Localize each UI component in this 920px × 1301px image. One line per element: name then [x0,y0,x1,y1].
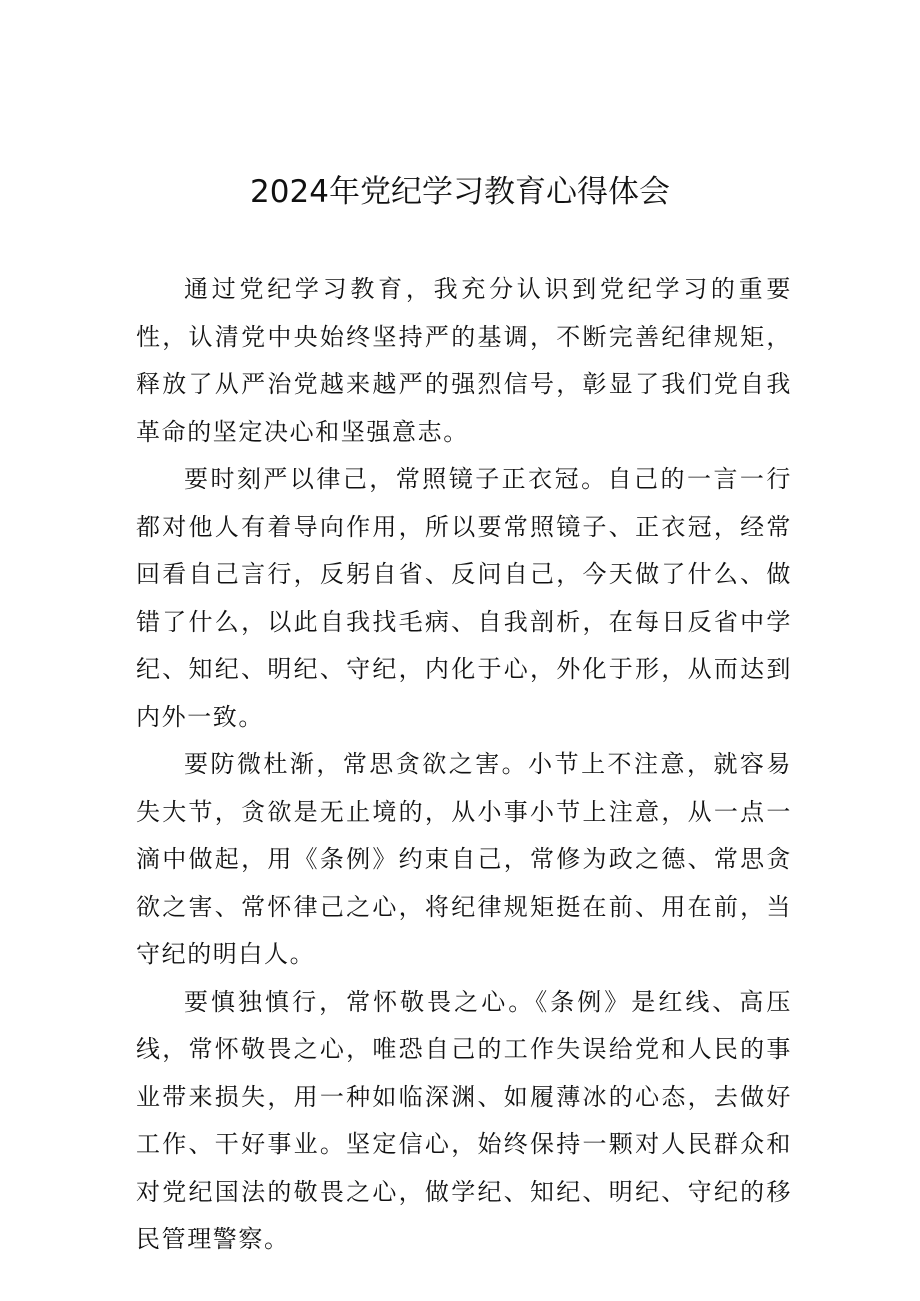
paragraph-1: 通过党纪学习教育，我充分认识到党纪学习的重要性，认清党中央始终坚持严的基调，不断完善纪律规矩，释放了从严治党越来越严的强烈信号，彰显了我们党自我革命的坚定决心和坚强意志。 [136,275,792,446]
paragraph-3: 要防微杜渐，常思贪欲之害。小节上不注意，就容易失大节，贪欲是无止境的，从小事小节上注意，从一点一滴中做起，用《条例》约束自己，常修为政之德、常思贪欲之害、常怀律己之心，将纪律规矩挺在前、用在前，当守纪的明白人。 [136,750,792,968]
paragraph-4: 要慎独慎行，常怀敬畏之心。《条例》是红线、高压线，常怀敬畏之心，唯恐自己的工作失误给党和人民的事业带来损失，用一种如临深渊、如履薄冰的心态，去做好工作、干好事业。坚定信心，始终保持一颗对人民群众和对党纪国法的敬畏之心，做学纪、知纪、明纪、守纪的移民管理警察。 [136,987,792,1253]
paragraph-2: 要时刻严以律己，常照镜子正衣冠。自己的一言一行都对他人有着导向作用，所以要常照镜子、正衣冠，经常回看自己言行，反躬自省、反问自己，今天做了什么、做错了什么，以此自我找毛病、自我剖析，在每日反省中学纪、知纪、明纪、守纪，内化于心，外化于形，从而达到内外一致。 [136,465,792,731]
document-body [136,266,792,1264]
document-title: 2024年党纪学习教育心得体会 [250,174,670,210]
